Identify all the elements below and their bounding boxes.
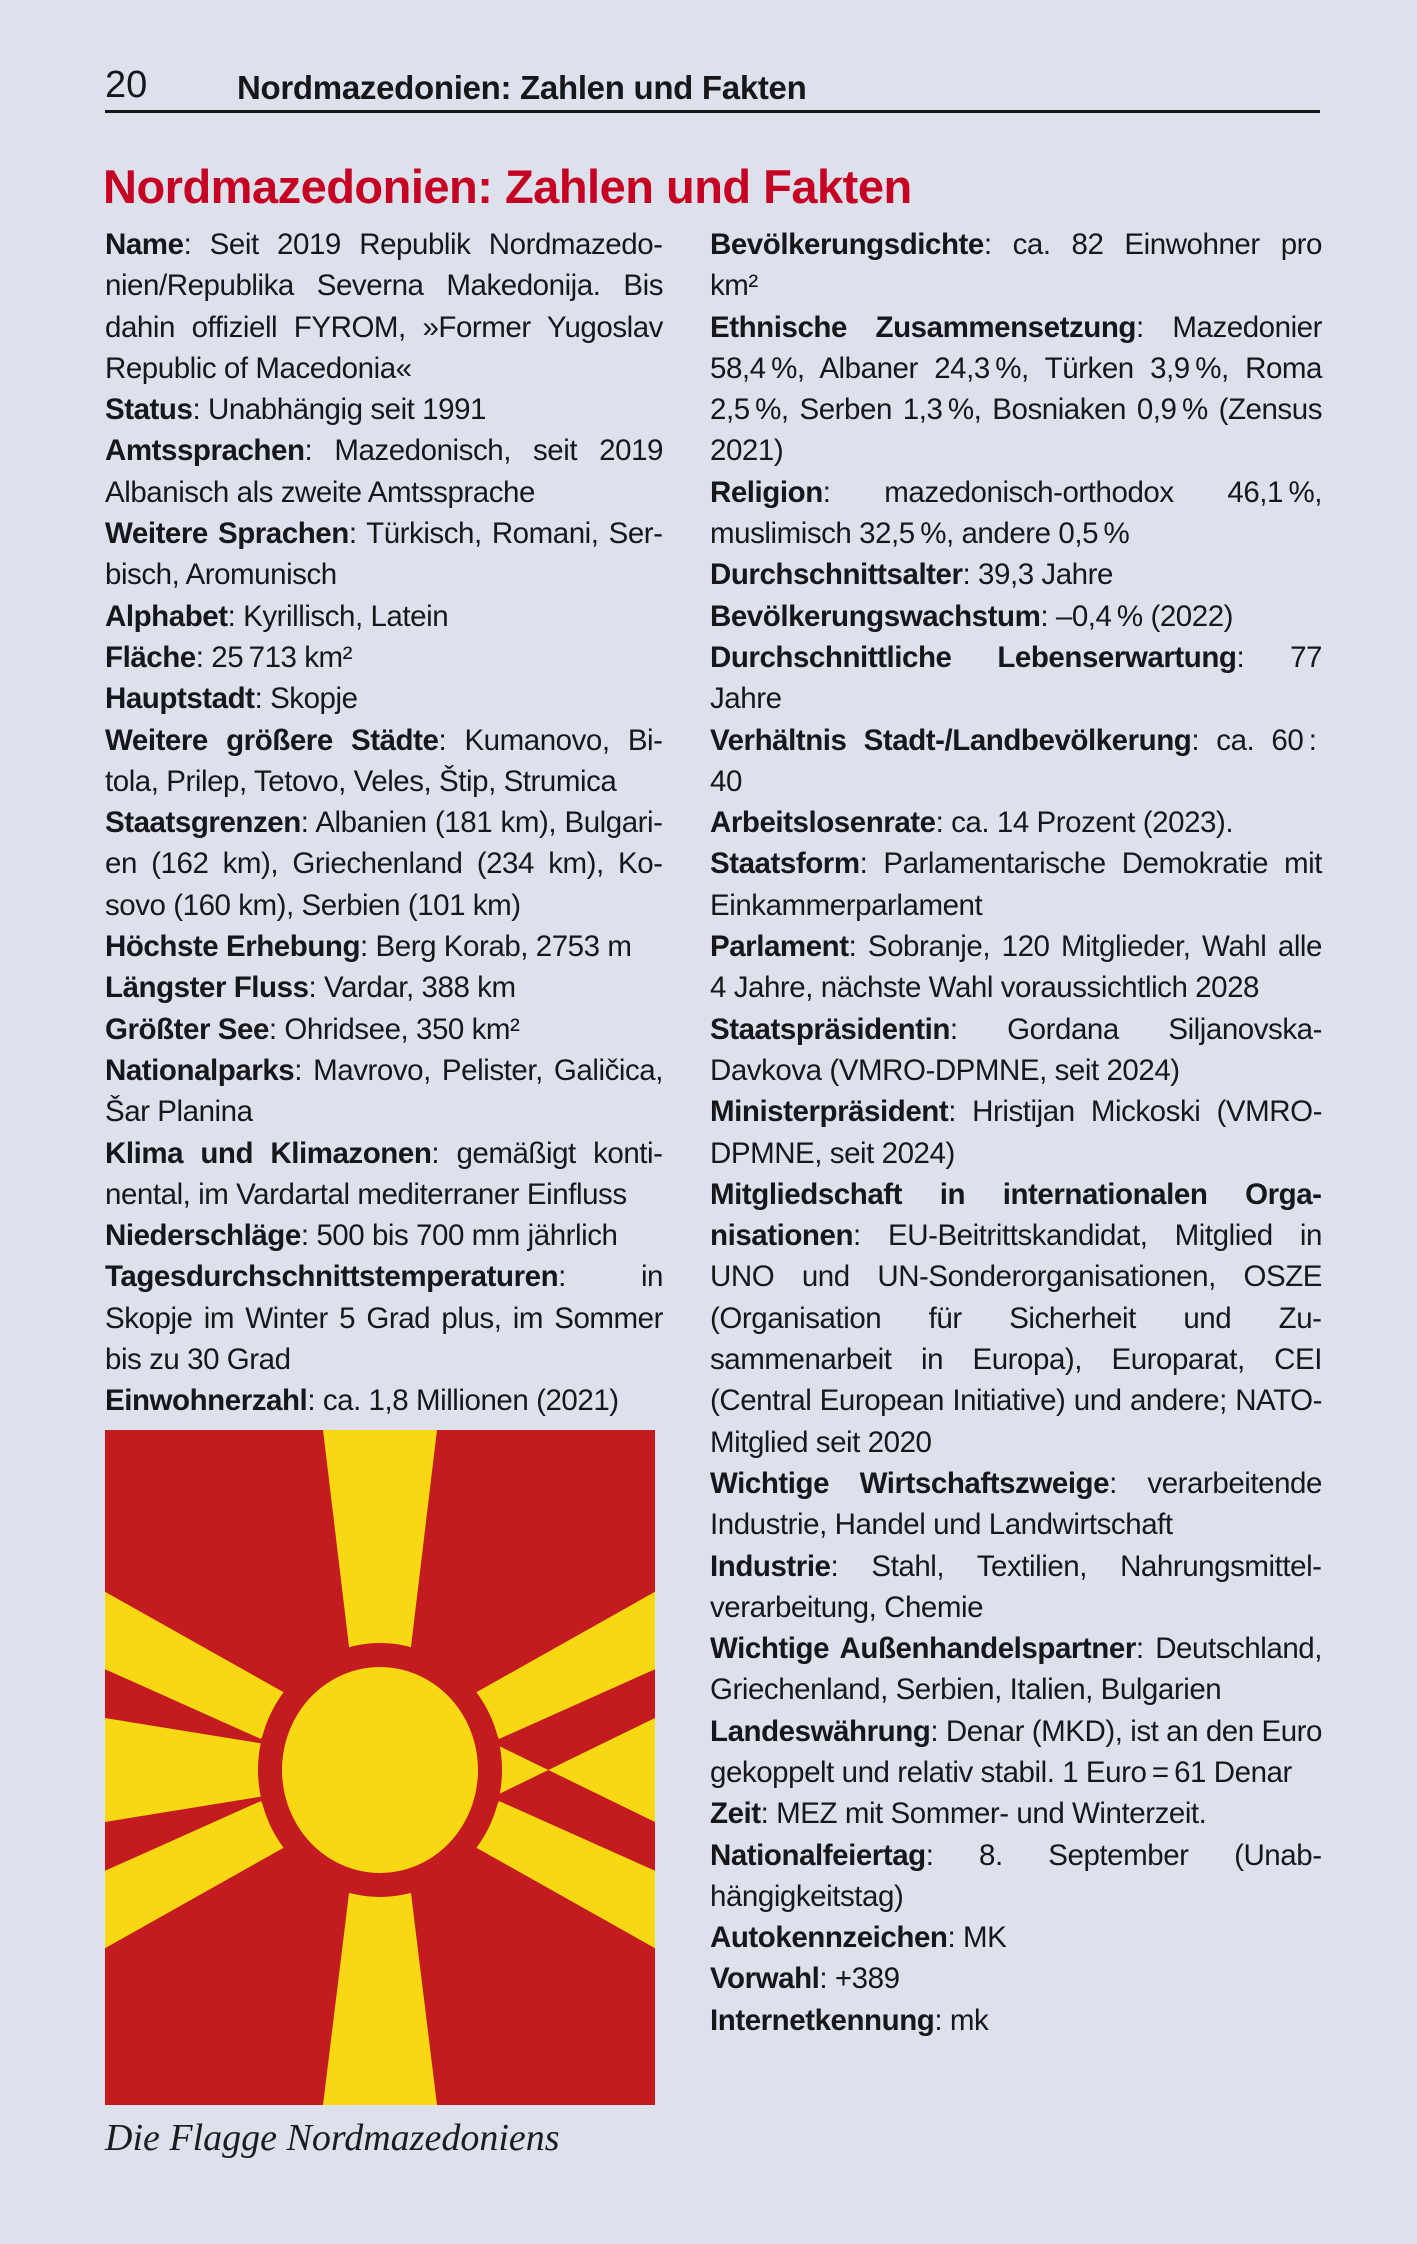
fact-value: Skopje (270, 682, 358, 716)
fact-value: Berg Korab, 2753 m (375, 930, 632, 964)
fact-value: MEZ mit Sommer- und Winterzeit. (776, 1797, 1207, 1831)
fact-label: Hauptstadt (105, 682, 255, 716)
fact-label: Arbeitslosenrate (710, 806, 936, 840)
fact-label: Ministerpräsident (710, 1095, 949, 1129)
fact-separator: : (195, 640, 212, 674)
fact-label: Fläche (105, 640, 196, 674)
flag-image (105, 1430, 655, 2105)
fact-separator: : (819, 1962, 835, 1996)
fact-value: EU-Beitrittskandidat, Mitglied in UNO und UN-Sonderorganisationen, OSZE (Organisation für Sicherheit und Zusammenarbeit in Europa), Europarat, CEI (Central European Initiative) und andere; NATO-Mitglied seit 2020 (710, 1219, 1322, 1459)
fact-separator: : (300, 1219, 317, 1253)
fact-separator: : (558, 1260, 641, 1294)
fact-separator: : (294, 1053, 314, 1087)
fact-row (710, 1009, 1322, 1092)
fact-value: 25 713 km² (211, 640, 353, 674)
fact-separator: : (308, 971, 325, 1005)
fact-value: Kumanovo, Bitola, Prilep, Tetovo, Veles, Štip, Strumica (105, 723, 663, 798)
fact-label: Bevölkerungsdichte (710, 228, 984, 261)
fact-value: in Skopje im Winter 5 Grad plus, im Sommer bis zu 30 Grad (105, 1260, 663, 1377)
fact-label: Landeswährung (710, 1714, 931, 1748)
fact-separator: : (268, 1012, 285, 1046)
fact-label: Industrie (710, 1549, 831, 1583)
fact-value: ca. 60 : 40 (710, 723, 1322, 798)
fact-row (710, 843, 1322, 926)
fact-row (710, 1091, 1322, 1174)
fact-row (105, 430, 663, 513)
fact-value: –0,4 % (2022) (1055, 599, 1234, 633)
fact-separator: : (962, 558, 979, 592)
fact-value: +389 (834, 1962, 900, 1996)
fact-value: Mavrovo, Pelister, Galičica, Šar Planina (105, 1053, 663, 1129)
fact-separator: : (760, 1797, 777, 1831)
facts-column-left (105, 224, 663, 1422)
fact-row (710, 1958, 1322, 1999)
fact-label: Durchschnittsalter (710, 558, 963, 592)
fact-label: Alphabet (105, 599, 228, 633)
fact-row (105, 1133, 663, 1216)
fact-separator: : (822, 475, 885, 509)
fact-row (710, 637, 1322, 720)
fact-value: Vardar, 388 km (324, 971, 516, 1005)
fact-row (710, 1711, 1322, 1794)
fact-value: Seit 2019 Republik Nordmazedonien/Republika Severna Makedonija. Bis dahin offiziell FYROM, »Former Yugoslav Republic of Macedonia« (105, 228, 663, 385)
fact-separator: : (360, 930, 376, 964)
fact-value: Hristijan Mickoski (VMRO-DPMNE, seit 2024) (710, 1095, 1322, 1170)
fact-label: Weitere Sprachen (105, 517, 349, 551)
fact-row (105, 802, 663, 926)
fact-label: Religion (710, 475, 823, 509)
fact-separator: : (1135, 310, 1173, 344)
fact-separator: : (438, 723, 465, 757)
header-rule (105, 110, 1320, 113)
fact-row (710, 224, 1322, 307)
fact-value: Türkisch, Romani, Serbisch, Aromunisch (105, 517, 663, 592)
fact-separator: : (930, 1714, 946, 1748)
fact-row (105, 967, 663, 1008)
fact-label: Klima und Klimazonen (105, 1136, 432, 1170)
fact-label: Wichtige Wirtschaftszweige (710, 1466, 1110, 1500)
fact-value: 77 Jahre (710, 640, 1322, 716)
facts-column-right (710, 224, 1322, 2041)
fact-value: Sobranje, 120 Mitglieder, Wahl alle 4 Jahre, nächste Wahl voraussichtlich 2028 (710, 930, 1322, 1005)
fact-label: Größter See (105, 1012, 269, 1046)
fact-row (710, 720, 1322, 803)
fact-value: ca. 1,8 Millionen (2021) (322, 1384, 619, 1418)
fact-separator: : (227, 599, 244, 633)
fact-separator: : (1191, 723, 1217, 757)
fact-label: Parlament (710, 930, 849, 964)
fact-row (710, 802, 1322, 843)
flag-sun-disc (282, 1667, 478, 1873)
fact-value: mazedonisch-orthodox 46,1 %, muslimisch 32,5 %, andere 0,5 % (710, 475, 1322, 551)
fact-row (105, 926, 663, 967)
fact-separator: : (1135, 1632, 1156, 1666)
fact-row (710, 1917, 1322, 1958)
fact-value: Deutschland, Griechenland, Serbien, Italien, Bulgarien (710, 1632, 1322, 1707)
fact-separator: : (192, 393, 208, 427)
fact-row (710, 1546, 1322, 1629)
fact-label: Ethnische Zusammensetzung (710, 310, 1136, 344)
fact-separator: : (848, 930, 868, 964)
fact-label: Staatsform (710, 847, 860, 881)
fact-value: Mazedonisch, seit 2019 Albanisch als zweite Amtssprache (105, 434, 663, 509)
fact-separator: : (947, 1921, 963, 1955)
fact-label: Internetkennung (710, 2003, 935, 2037)
fact-row (105, 720, 663, 803)
fact-label: Nationalparks (105, 1053, 295, 1087)
fact-row (710, 554, 1322, 595)
fact-value: Parlamentarische Demokratie mit Einkammerparlament (710, 847, 1322, 922)
page-number: 20 (105, 64, 148, 106)
fact-row (710, 1628, 1322, 1711)
fact-label: Tagesdurchschnittstemperaturen (105, 1260, 559, 1294)
fact-separator: : (254, 682, 271, 716)
fact-label: Höchste Erhebung (105, 930, 361, 964)
fact-separator: : (1040, 599, 1056, 633)
fact-value: Unabhängig seit 1991 (207, 393, 487, 427)
fact-separator: : (859, 847, 884, 881)
fact-value: gemäßigt kontinental, im Vardartal mediterraner Einfluss (105, 1136, 663, 1211)
fact-separator: : (307, 1384, 323, 1418)
fact-label: Bevölkerungswachstum (710, 599, 1041, 633)
fact-label: Vorwahl (710, 1962, 820, 1996)
fact-label: Mitgliedschaft in internationalen Organisationen (710, 1177, 1322, 1253)
fact-row (105, 1050, 663, 1133)
fact-label: Niederschläge (105, 1219, 301, 1253)
fact-row (710, 926, 1322, 1009)
fact-label: Nationalfeiertag (710, 1838, 926, 1872)
fact-row (710, 1835, 1322, 1918)
fact-value: Stahl, Textilien, Nahrungsmittelverarbeitung, Chemie (710, 1549, 1322, 1624)
fact-row (105, 513, 663, 596)
fact-separator: : (431, 1136, 457, 1170)
fact-row (105, 596, 663, 637)
fact-value: Denar (MKD), ist an den Euro gekoppelt und relativ stabil. 1 Euro = 61 Denar (710, 1714, 1322, 1789)
fact-separator: : (853, 1219, 888, 1253)
fact-separator: : (1109, 1466, 1148, 1500)
fact-value: Kyrillisch, Latein (243, 599, 449, 633)
fact-row (710, 1793, 1322, 1834)
fact-separator: : (948, 1095, 973, 1129)
fact-separator: : (949, 1012, 1008, 1046)
fact-separator: : (830, 1549, 872, 1583)
fact-value: Albanien (181 km), Bulgarien (162 km), Griechenland (234 km), Kosovo (160 km), Serbien (101 km) (105, 806, 663, 922)
fact-label: Staatspräsidentin (710, 1012, 950, 1046)
page-title: Nordmazedonien: Zahlen und Fakten (103, 160, 912, 214)
fact-separator: : (1236, 640, 1291, 674)
fact-value: 500 bis 700 mm jährlich (316, 1219, 618, 1253)
fact-label: Staatsgrenzen (105, 806, 301, 840)
fact-value: ca. 14 Prozent (2023). (951, 806, 1234, 840)
fact-row (105, 678, 663, 719)
fact-row (105, 1380, 663, 1421)
fact-label: Autokennzeichen (710, 1921, 948, 1955)
fact-row (710, 1174, 1322, 1463)
fact-row (105, 1256, 663, 1380)
fact-label: Einwohnerzahl (105, 1384, 308, 1418)
fact-value: verarbeitende Industrie, Handel und Landwirtschaft (710, 1466, 1322, 1542)
fact-row (105, 637, 663, 678)
fact-row (710, 1463, 1322, 1546)
fact-row (105, 1215, 663, 1256)
fact-label: Zeit (710, 1797, 761, 1831)
fact-label: Wichtige Außenhandelspartner (710, 1632, 1136, 1666)
fact-separator: : (935, 806, 952, 840)
macedonia-flag-graphic (105, 1430, 655, 2105)
fact-label: Weitere größere Städte (105, 723, 439, 757)
fact-label: Status (105, 393, 193, 427)
fact-row (710, 2000, 1322, 2041)
fact-value: mk (949, 2003, 989, 2037)
fact-separator: : (348, 517, 367, 551)
fact-value: ca. 82 Einwohner pro km² (710, 228, 1322, 303)
fact-label: Längster Fluss (105, 971, 309, 1005)
flag-caption: Die Flagge Nordmazedoniens (105, 2117, 560, 2159)
fact-separator: : (934, 2003, 950, 2037)
fact-separator: : (304, 434, 335, 468)
fact-separator: : (925, 1838, 980, 1872)
fact-row (710, 307, 1322, 472)
running-head: Nordmazedonien: Zahlen und Fakten (237, 69, 807, 106)
fact-value: 8. September (Unabhängigkeitstag) (710, 1838, 1323, 1913)
fact-value: 39,3 Jahre (978, 558, 1113, 592)
fact-row (105, 389, 663, 430)
fact-separator: : (183, 228, 210, 261)
fact-label: Durchschnittliche Lebenserwartung (710, 640, 1237, 674)
fact-value: Mazedonier 58,4 %, Albaner 24,3 %, Türken 3,9 %, Roma 2,5 %, Serben 1,3 %, Bosniaken 0,9 % (Zensus 2021) (710, 310, 1322, 468)
fact-row (105, 1009, 663, 1050)
fact-label: Name (105, 228, 184, 261)
fact-separator: : (300, 806, 316, 840)
fact-label: Verhältnis Stadt-/Landbevölkerung (710, 723, 1192, 757)
fact-separator: : (983, 228, 1013, 261)
fact-row (105, 224, 663, 389)
fact-row (710, 472, 1322, 555)
fact-value: Ohridsee, 350 km² (284, 1012, 520, 1046)
fact-label: Amtssprachen (105, 434, 305, 468)
fact-value: MK (962, 1921, 1007, 1955)
fact-row (710, 596, 1322, 637)
fact-value: Gordana Siljanovska-Davkova (VMRO-DPMNE, seit 2024) (710, 1012, 1322, 1087)
